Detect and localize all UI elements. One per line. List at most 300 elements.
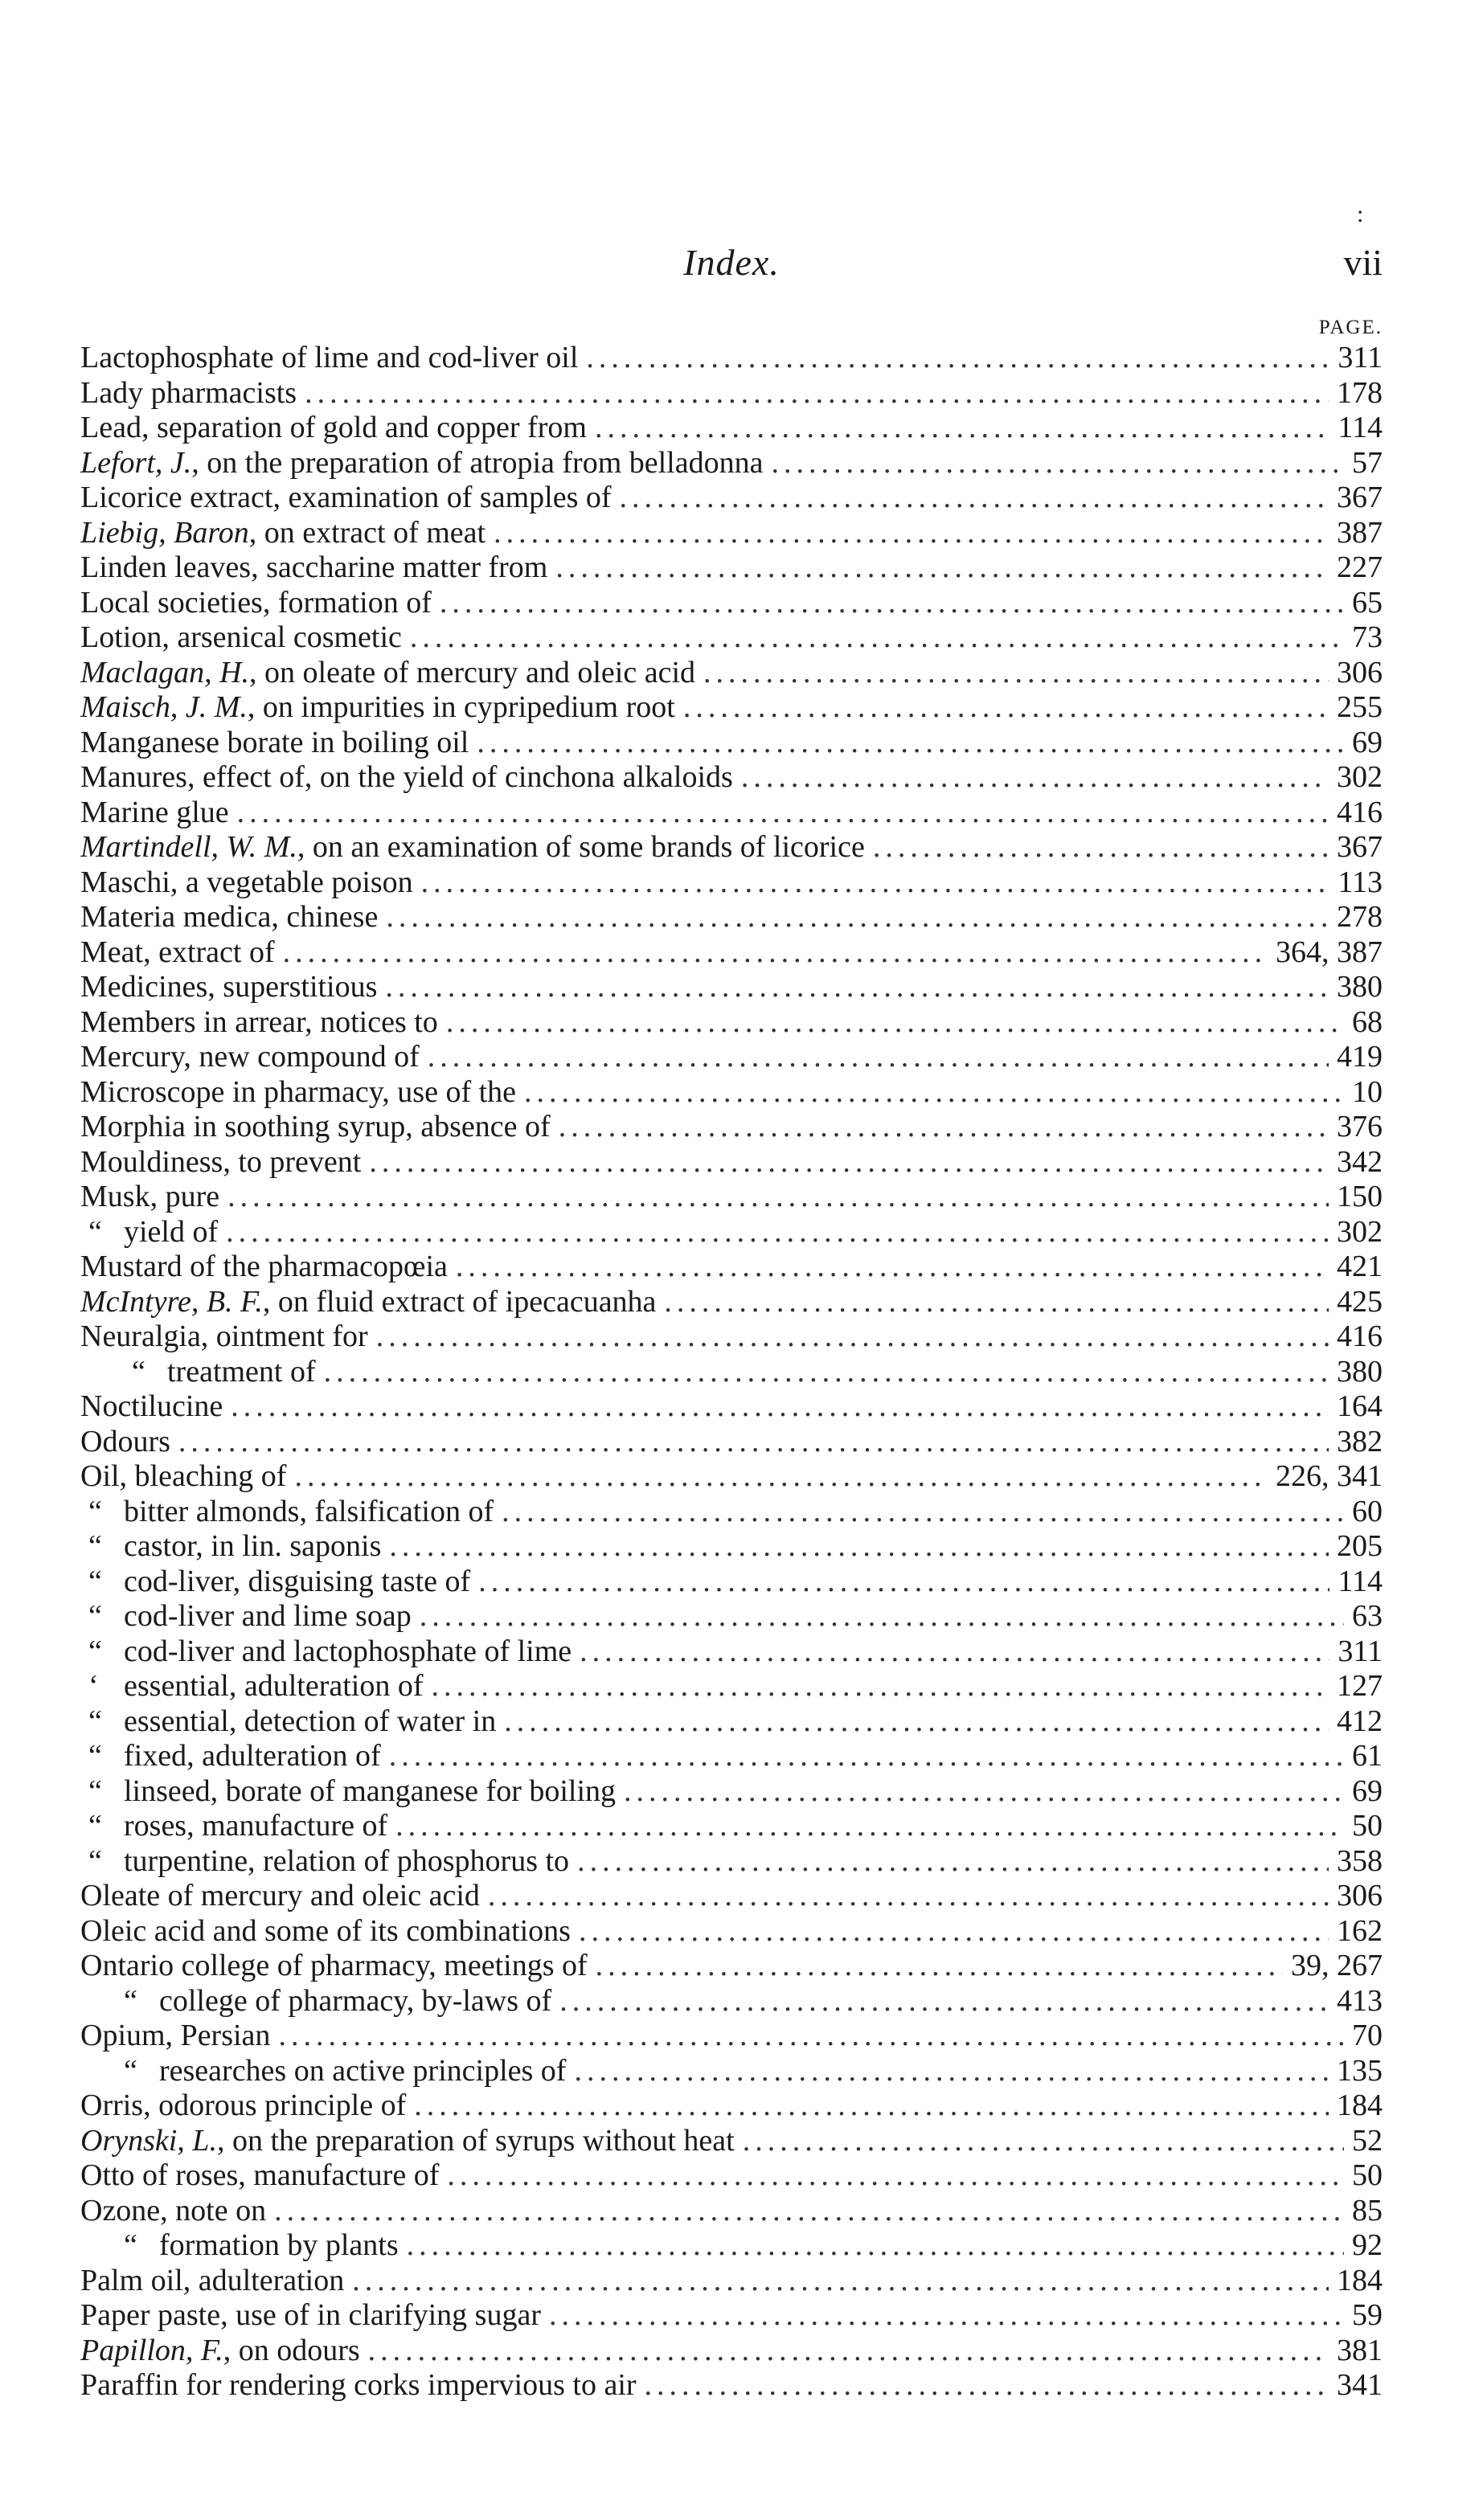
entry-pages: 68 (1352, 1004, 1383, 1039)
leader-dots (456, 1250, 1329, 1285)
index-entry (80, 1075, 1383, 1111)
entry-subject: Mustard of the pharmacopœia (80, 1250, 448, 1283)
leader-dots (596, 1949, 1283, 1984)
index-entry (80, 1005, 1383, 1041)
entry-subject: roses, manufacture of (124, 1809, 388, 1843)
entry-subject: Mouldiness, to prevent (80, 1144, 362, 1179)
entry-text (124, 2054, 566, 2089)
index-entry (80, 446, 1383, 481)
entry-subject: , on an examination of some brands of licorice (297, 830, 865, 864)
entry-text (88, 1669, 424, 1704)
entry-pages: 205 (1337, 1529, 1383, 1563)
index-entry (80, 1145, 1383, 1180)
index-entry (80, 2368, 1383, 2403)
index-entry (80, 1110, 1383, 1145)
index-entry (80, 1704, 1383, 1740)
index-entry (80, 2088, 1383, 2124)
index-entry (80, 2334, 1383, 2369)
leader-dots (488, 1879, 1329, 1914)
index-entry (80, 1634, 1383, 1670)
entry-text (80, 1145, 361, 1180)
entry-text (88, 1599, 412, 1634)
entry-pages: 416 (1337, 795, 1383, 829)
leader-dots (389, 1529, 1329, 1565)
entry-text (88, 1704, 496, 1740)
entry-pages: 61 (1352, 1739, 1383, 1773)
entry-text (80, 2298, 541, 2334)
index-entry (80, 690, 1383, 726)
entry-subject: cod-liver and lactophosphate of lime (124, 1634, 572, 1668)
leader-dots (771, 446, 1344, 481)
index-entry (80, 2298, 1383, 2334)
index-entry (80, 830, 1383, 865)
entry-subject: bitter almonds, falsification of (124, 1494, 494, 1528)
leader-dots (368, 2334, 1329, 2369)
ditto-mark: “ (88, 1843, 102, 1878)
entry-text (80, 446, 763, 481)
leader-dots (178, 1425, 1329, 1460)
leader-dots (376, 1319, 1329, 1355)
entry-subject: Noctilucine (80, 1389, 223, 1423)
entry-pages: 52 (1352, 2123, 1383, 2158)
entry-text (124, 2228, 399, 2264)
entry-subject: Palm oil, adulteration (80, 2263, 345, 2297)
ditto-mark: “ (88, 1704, 102, 1738)
index-entry (80, 516, 1383, 551)
index-entry (80, 1285, 1383, 1320)
leader-dots (389, 1739, 1344, 1774)
entry-text (80, 1075, 516, 1111)
leader-dots (274, 2194, 1344, 2229)
entry-pages: 342 (1337, 1144, 1383, 1179)
index-entry (80, 376, 1383, 411)
ditto-mark: “ (88, 1739, 102, 1773)
entry-text (80, 900, 378, 935)
entry-subject: turpentine, relation of phosphorus to (124, 1843, 570, 1878)
entry-text (80, 865, 413, 901)
leader-dots (432, 1669, 1329, 1704)
entry-text (88, 1495, 494, 1530)
entry-subject: Otto of roses, manufacture of (80, 2158, 440, 2192)
leader-dots (352, 2264, 1329, 2299)
leader-dots (549, 2298, 1344, 2334)
page-column-label: PAGE. (1318, 317, 1383, 338)
index-entry (80, 1180, 1383, 1215)
leader-dots (407, 2228, 1344, 2264)
entry-subject: Licorice extract, examination of samples of (80, 481, 612, 514)
leader-dots (237, 796, 1329, 831)
entry-text (80, 1110, 551, 1145)
page-number: vii (1343, 242, 1383, 283)
leader-dots (645, 2368, 1329, 2403)
entry-pages: 311 (1338, 341, 1383, 374)
leader-dots (620, 481, 1329, 516)
entry-subject: researches on active principles of (159, 2053, 567, 2088)
entry-author: Liebig, Baron (80, 515, 249, 550)
ditto-mark: “ (88, 1599, 102, 1633)
entry-subject: castor, in lin. saponis (124, 1529, 382, 1563)
entry-text (80, 726, 469, 761)
entry-subject: , on the preparation of syrups without heat (216, 2123, 735, 2158)
entry-text (80, 2334, 360, 2369)
leader-dots (447, 2158, 1344, 2194)
entry-subject: Lady pharmacists (80, 375, 297, 410)
entry-pages: 114 (1338, 411, 1383, 444)
entry-pages: 178 (1337, 375, 1383, 410)
entry-author: Papillon, F. (80, 2333, 223, 2367)
leader-dots (595, 411, 1329, 446)
entry-pages: 380 (1337, 970, 1383, 1004)
entry-subject: , on odours (223, 2333, 360, 2367)
entry-author: McIntyre, B. F. (80, 1284, 263, 1319)
entry-pages: 412 (1337, 1704, 1383, 1738)
entry-text (80, 1914, 571, 1949)
ditto-mark: “ (88, 1773, 102, 1808)
page-title: Index. (683, 242, 780, 283)
index-entry (80, 1879, 1383, 1914)
leader-dots (524, 1075, 1344, 1111)
leader-dots (703, 656, 1329, 691)
entry-author: Maclagan, H. (80, 655, 250, 689)
index-entry (80, 1529, 1383, 1565)
entry-text (80, 690, 675, 726)
entry-subject: , on impurities in cypripedium root (247, 690, 675, 724)
leader-dots (873, 830, 1329, 865)
entry-pages: 164 (1337, 1389, 1383, 1423)
entry-text (124, 1984, 551, 2019)
entry-pages: 85 (1352, 2193, 1383, 2228)
leader-dots (559, 1110, 1329, 1145)
entry-text (80, 2194, 266, 2229)
entry-subject: Ontario college of pharmacy, meetings of (80, 1949, 588, 1982)
entry-text (88, 1774, 616, 1810)
entry-pages: 150 (1337, 1180, 1383, 1213)
ditto-mark: “ (124, 2053, 137, 2088)
entry-pages: 387 (1337, 515, 1383, 550)
entry-subject: Odours (80, 1424, 170, 1458)
entry-text (88, 1529, 381, 1565)
leader-dots (283, 935, 1268, 971)
entry-subject: formation by plants (159, 2228, 399, 2262)
entry-subject: Medicines, superstitious (80, 970, 378, 1004)
entry-text (80, 376, 297, 411)
index-entry (80, 935, 1383, 971)
entry-subject: Oleate of mercury and oleic acid (80, 1879, 480, 1912)
entry-subject: Local societies, formation of (80, 585, 432, 620)
leader-dots (555, 550, 1329, 586)
entry-text (88, 1565, 470, 1600)
entry-subject: , on extract of meat (248, 515, 486, 550)
entry-subject: essential, detection of water in (124, 1704, 497, 1738)
entry-subject: Materia medica, chinese (80, 900, 379, 934)
index-entry (80, 1495, 1383, 1530)
entry-pages: 113 (1338, 865, 1383, 899)
entry-subject: essential, adulteration of (124, 1669, 424, 1703)
entry-subject: fixed, adulteration of (124, 1739, 381, 1773)
leader-dots (226, 1215, 1329, 1250)
leader-dots (421, 865, 1330, 901)
entry-pages: 419 (1337, 1040, 1383, 1074)
leader-dots (324, 1355, 1329, 1390)
entry-subject: Musk, pure (80, 1180, 220, 1213)
entry-pages: 306 (1337, 655, 1383, 689)
leader-dots (369, 1145, 1329, 1180)
entry-pages: 367 (1337, 481, 1383, 514)
index-entry (80, 760, 1383, 796)
index-entry (80, 1809, 1383, 1844)
entry-pages: 59 (1352, 2298, 1383, 2332)
leader-dots (580, 1634, 1329, 1670)
entry-pages: 135 (1337, 2053, 1383, 2088)
entry-pages: 69 (1352, 725, 1383, 759)
entry-subject: , on fluid extract of ipecacuanha (262, 1284, 657, 1319)
entry-pages: 227 (1337, 550, 1383, 584)
leader-dots (446, 1005, 1344, 1041)
leader-dots (428, 1040, 1329, 1075)
entry-text (88, 1739, 381, 1774)
entry-pages: 382 (1337, 1424, 1383, 1458)
leader-dots (395, 1809, 1344, 1844)
entry-pages: 358 (1337, 1843, 1383, 1878)
entry-subject: Oleic acid and some of its combinations (80, 1913, 571, 1948)
leader-dots (294, 1459, 1268, 1495)
index-entry (80, 1599, 1383, 1634)
index-entry (80, 2264, 1383, 2299)
entry-text (80, 1949, 588, 1984)
entry-pages: 65 (1352, 585, 1383, 620)
entry-subject: Manures, effect of, on the yield of cinchona alkaloids (80, 760, 733, 794)
index-entry (80, 620, 1383, 656)
entry-pages: 302 (1337, 760, 1383, 794)
leader-dots (231, 1389, 1329, 1425)
entry-pages: 50 (1352, 1809, 1383, 1843)
entry-pages: 226, 341 (1276, 1459, 1383, 1493)
entry-pages: 364, 387 (1276, 935, 1383, 969)
entry-pages: 63 (1352, 1599, 1383, 1633)
entry-pages: 311 (1338, 1634, 1383, 1668)
index-entry (80, 2124, 1383, 2159)
index-entry (80, 1389, 1383, 1425)
entry-text (80, 550, 547, 586)
entry-pages: 416 (1337, 1319, 1383, 1353)
leader-dots (227, 1180, 1329, 1215)
index-entry (80, 900, 1383, 935)
leader-dots (502, 1495, 1344, 1530)
entry-text (80, 2124, 735, 2159)
entry-pages: 69 (1352, 1773, 1383, 1808)
leader-dots (741, 760, 1329, 796)
entry-text (80, 481, 612, 516)
index-entry (80, 865, 1383, 901)
entry-pages: 70 (1352, 2019, 1383, 2052)
entry-subject: cod-liver, disguising taste of (124, 1564, 471, 1598)
index-entry (80, 970, 1383, 1005)
leader-dots (494, 516, 1329, 551)
index-entry (80, 1565, 1383, 1600)
ditto-mark: “ (88, 1494, 102, 1528)
leader-dots (574, 2054, 1329, 2089)
entry-text (80, 2088, 406, 2124)
entry-pages: 39, 267 (1291, 1949, 1383, 1982)
entry-subject: Maschi, a vegetable poison (80, 865, 413, 899)
entry-text (80, 2368, 637, 2403)
entry-text (80, 2019, 270, 2054)
entry-text (80, 2264, 344, 2299)
index-entry (80, 411, 1383, 446)
entry-text (80, 1180, 219, 1215)
entry-subject: Meat, extract of (80, 935, 275, 969)
entry-subject: Paper paste, use of in clarifying sugar (80, 2298, 541, 2332)
entry-text (80, 516, 485, 551)
entry-text (80, 620, 402, 656)
ditto-mark: “ (88, 1529, 102, 1563)
entry-pages: 50 (1352, 2158, 1383, 2192)
entry-pages: 57 (1352, 445, 1383, 480)
leader-dots (743, 2124, 1344, 2159)
entry-subject: linseed, borate of manganese for boiling (124, 1773, 617, 1808)
index-entry (80, 1669, 1383, 1704)
entry-text (80, 796, 229, 831)
ditto-mark: “ (124, 2228, 137, 2262)
entry-text (80, 2158, 439, 2194)
index-entry (80, 2194, 1383, 2229)
ditto-mark: “ (124, 1983, 137, 2018)
leader-dots (577, 1844, 1329, 1880)
entry-text (80, 656, 695, 691)
leader-dots (278, 2019, 1344, 2054)
leader-dots (504, 1704, 1329, 1740)
index-entry (80, 586, 1383, 621)
entry-text (80, 1389, 223, 1425)
leader-dots (420, 1599, 1344, 1634)
index-entry (80, 2158, 1383, 2194)
entry-author: Martindell, W. M. (80, 830, 297, 864)
entry-pages: 73 (1352, 620, 1383, 654)
entry-text (80, 970, 377, 1005)
entry-pages: 60 (1352, 1494, 1383, 1528)
index-entry (80, 1425, 1383, 1460)
index-entry (80, 2054, 1383, 2089)
entry-pages: 255 (1337, 690, 1383, 724)
entry-text (80, 411, 587, 446)
leader-dots (664, 1285, 1329, 1320)
entry-text (88, 1809, 387, 1844)
index-entry (80, 726, 1383, 761)
index-entry (80, 1459, 1383, 1495)
ditto-mark: “ (132, 1354, 145, 1389)
index-entry (80, 656, 1383, 691)
entry-pages: 127 (1337, 1669, 1383, 1703)
leader-dots (477, 726, 1344, 761)
leader-dots (386, 900, 1329, 935)
entry-subject: Ozone, note on (80, 2193, 267, 2228)
entry-pages: 421 (1337, 1250, 1383, 1283)
entry-text (80, 1459, 286, 1495)
entry-subject: Mercury, new compound of (80, 1040, 420, 1074)
leader-dots (478, 1565, 1329, 1600)
entry-subject: Lactophosphate of lime and cod-liver oil (80, 341, 579, 374)
leader-dots (414, 2088, 1329, 2124)
entry-pages: 306 (1337, 1879, 1383, 1912)
ditto-mark: “ (88, 1809, 102, 1843)
leader-dots (385, 970, 1329, 1005)
index-entry (80, 1215, 1383, 1250)
entry-subject: Opium, Persian (80, 2019, 271, 2052)
index-entry (80, 1040, 1383, 1075)
leader-dots (579, 1914, 1329, 1949)
index-entry (80, 1355, 1383, 1390)
index-entry (80, 341, 1383, 376)
entry-text (80, 1040, 420, 1075)
entry-pages: 376 (1337, 1110, 1383, 1143)
entry-text (88, 1844, 569, 1880)
entry-author: Maisch, J. M. (80, 690, 248, 724)
index-entries (80, 341, 1383, 2403)
entry-pages: 413 (1337, 1983, 1383, 2018)
entry-subject: Orris, odorous principle of (80, 2088, 407, 2122)
entry-subject: treatment of (167, 1354, 316, 1389)
entry-text (80, 1425, 170, 1460)
entry-text (80, 1250, 448, 1285)
entry-subject: cod-liver and lime soap (124, 1599, 412, 1633)
entry-subject: Oil, bleaching of (80, 1459, 287, 1493)
index-entry (80, 2228, 1383, 2264)
entry-pages: 184 (1337, 2088, 1383, 2122)
leader-dots (683, 690, 1329, 726)
index-entry (80, 1319, 1383, 1355)
leader-dots (410, 620, 1344, 656)
entry-text (132, 1355, 316, 1390)
index-entry (80, 1250, 1383, 1285)
entry-pages: 380 (1337, 1354, 1383, 1389)
entry-text (88, 1634, 572, 1670)
entry-pages: 114 (1338, 1564, 1383, 1598)
index-entry (80, 1949, 1383, 1984)
entry-pages: 162 (1337, 1913, 1383, 1948)
entry-subject: Microscope in pharmacy, use of the (80, 1074, 517, 1109)
entry-subject: Manganese borate in boiling oil (80, 725, 469, 759)
entry-pages: 92 (1352, 2228, 1383, 2262)
leader-dots (624, 1774, 1344, 1810)
entry-subject: , on the preparation of atropia from belladonna (191, 445, 764, 480)
entry-subject: yield of (124, 1214, 219, 1249)
ditto-mark: “ (88, 1634, 102, 1668)
entry-subject: Paraffin for rendering corks impervious to air (80, 2368, 637, 2402)
ditto-mark: “ (88, 1214, 102, 1249)
entry-pages: 184 (1337, 2263, 1383, 2297)
leader-dots (586, 341, 1329, 376)
index-entry (80, 1739, 1383, 1774)
entry-pages: 425 (1337, 1284, 1383, 1319)
entry-pages: 10 (1352, 1074, 1383, 1109)
entry-subject: Marine glue (80, 795, 229, 829)
index-entry (80, 1844, 1383, 1880)
entry-text (80, 1285, 656, 1320)
entry-text (88, 1215, 218, 1250)
entry-text (80, 830, 865, 865)
index-entry (80, 2019, 1383, 2054)
entry-subject: Members in arrear, notices to (80, 1004, 438, 1039)
scan-mark: : (1357, 201, 1364, 227)
ditto-mark: “ (88, 1564, 102, 1598)
index-entry (80, 1914, 1383, 1949)
ditto-mark: ‘ (88, 1669, 99, 1703)
page-header (80, 241, 1383, 305)
leader-dots (440, 586, 1344, 621)
entry-text (80, 1005, 438, 1041)
entry-subject: college of pharmacy, by-laws of (159, 1983, 552, 2018)
entry-subject: , on oleate of mercury and oleic acid (249, 655, 696, 689)
